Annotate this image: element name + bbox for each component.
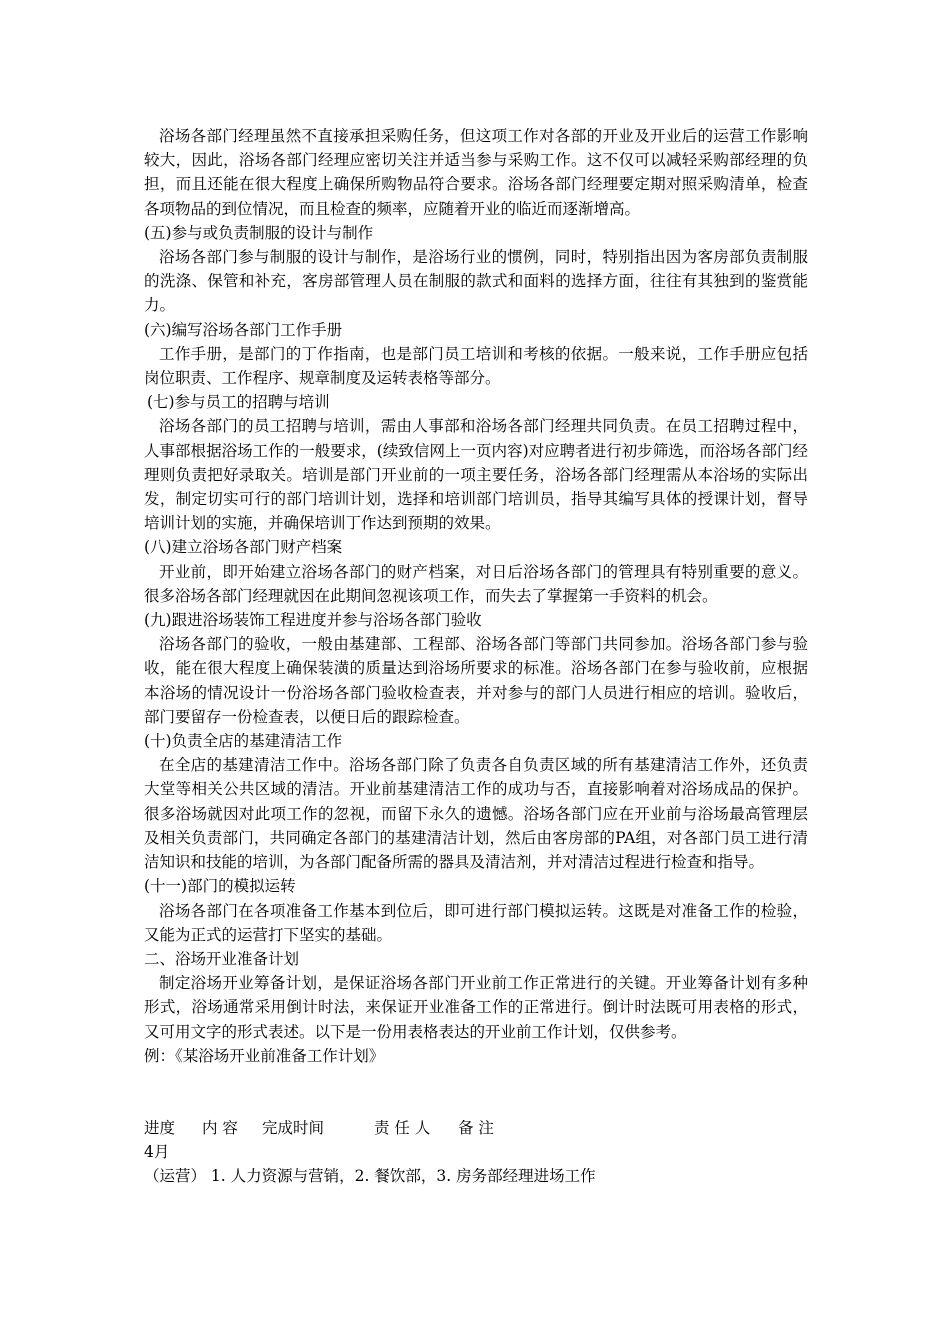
paragraph-manual: 工作手册，是部门的丁作指南，也是部门员工培训和考核的依据。一般来说，工作手册应包括岗位职责、工作程序、规章制度及运转表格等部分。	[144, 344, 808, 388]
heading-cleaning: (十)负责全店的基建清洁工作	[144, 732, 343, 751]
paragraph-opening-plan: 制定浴场开业筹备计划，是保证浴场各部门开业前工作正常进行的关键。开业筹备计划有多种形式，浴场通常采用倒计时法，来保证开业准备工作的正常进行。倒计时法既可用表格的形式，又可用文字的形式表述。以下是一份用表格表达的开业前工作计划，仅供参考。	[144, 974, 808, 1041]
heading-acceptance: (九)跟进浴场装饰工程进度并参与浴场各部门验收	[144, 611, 482, 630]
plan-table-header	[144, 1116, 808, 1140]
heading-simulation: (十一)部门的模拟运转	[144, 877, 296, 896]
paragraph-acceptance: 浴场各部门的验收，一般由基建部、工程部、浴场各部门等部门共同参加。浴场各部门参与验收，能在很大程度上确保装潢的质量达到浴场所要求的标准。浴场各部门在参与验收前，应根据本浴场的情况设计一份浴场各部门验收检查表，并对参与的部门人员进行相应的培训。验收后，部门要留存一份检查表，以便日后的跟踪检查。	[144, 635, 808, 726]
header-content: 内 容	[202, 1118, 238, 1137]
heading-assets: (八)建立浴场各部门财产档案	[144, 538, 343, 557]
paragraph-simulation: 浴场各部门在各项准备工作基本到位后，即可进行部门模拟运转。这既是对准备工作的检验，又能为正式的运营打下坚实的基础。	[144, 901, 808, 944]
spacer	[144, 1068, 808, 1116]
paragraph-purchasing: 浴场各部门经理虽然不直接承担采购任务，但这项工作对各部的开业及开业后的运营工作影响较大，因此，浴场各部门经理应密切关注并适当参与采购工作。这不仅可以减轻采购部经理的负担，而且还能在很大程度上确保所购物品符合要求。浴场各部门经理要定期对照采购清单，检查各项物品的到位情况，而且检查的频率，应随着开业的临近而逐渐增高。	[144, 127, 808, 218]
heading-recruitment: (七)参与员工的招聘与培训	[147, 393, 330, 412]
header-completion-time: 完成时间	[262, 1118, 325, 1137]
paragraph-assets: 开业前，即开始建立浴场各部门的财产档案，对日后浴场各部门的管理具有特别重要的意义。很多浴场各部门经理就因在此期间忽视该项工作，而失去了掌握第一手资料的机会。	[144, 562, 808, 605]
header-remarks: 备 注	[458, 1118, 494, 1137]
plan-month: 4月	[144, 1143, 170, 1162]
paragraph-recruitment: 浴场各部门的员工招聘与培训，需由人事部和浴场各部门经理共同负责。在员工招聘过程中，人事部根据浴场工作的一般要求，(续致信网上一页内容)对应聘者进行初步筛选，而浴场各部门经理则负责把好录取关。培训是部门开业前的一项主要任务，浴场各部门经理需从本浴场的实际出发，制定切实可行的部门培训计划，选择和培训部门培训员，指导其编写具体的授课计划，督导培训计划的实施，并确保培训丁作达到预期的效果。	[144, 417, 808, 533]
paragraph-cleaning: 在全店的基建清洁工作中。浴场各部门除了负责各自负责区域的所有基建清洁工作外，还负责大堂等相关公共区域的清洁。开业前基建清洁工作的成功与否，直接影响着对浴场成品的保护。很多浴场就因对此项工作的忽视，而留下永久的遗憾。浴场各部门应在开业前与浴场最高管理层及相关负责部门，共同确定各部门的基建清洁计划，然后由客房部的PA组，对各部门员工进行清洁知识和技能的培训，为各部门配备所需的器具及清洁剂，并对清洁过程进行检查和指导。	[144, 756, 808, 872]
heading-uniform: (五)参与或负责制服的设计与制作	[144, 223, 374, 242]
example-caption: 例：《某浴场开业前准备工作计划》	[144, 1046, 385, 1065]
document-body	[144, 124, 808, 1189]
paragraph-uniform: 浴场各部门参与制服的设计与制作，是浴场行业的惯例，同时，特别指出因为客房部负责制服的洗涤、保管和补充，客房部管理人员在制服的款式和面料的选择方面，往往有其独到的鉴赏能力。	[144, 248, 808, 315]
heading-manual: (六)编写浴场各部门工作手册	[144, 320, 343, 339]
header-responsible: 责 任 人	[374, 1118, 431, 1137]
plan-row-operations: （运营） 1. 人力资源与营销，2. 餐饮部，3. 房务部经理进场工作	[144, 1167, 596, 1186]
heading-opening-plan: 二、浴场开业准备计划	[144, 949, 300, 968]
header-progress: 进度	[144, 1118, 176, 1137]
